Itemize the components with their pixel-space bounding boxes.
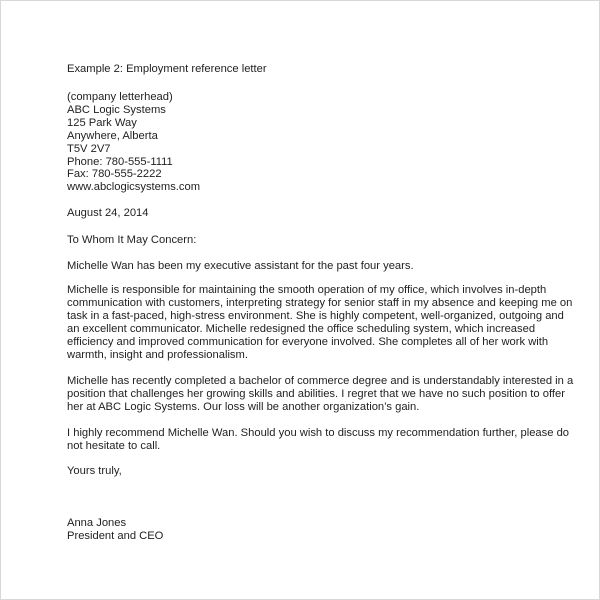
body-paragraph-recommendation: I highly recommend Michelle Wan. Should you wish to discuss my recommendation further, please do not hesitate to call. [67,427,570,452]
city-province: Anywhere, Alberta [67,129,158,142]
company-name: ABC Logic Systems [67,103,166,116]
signer-position: President and CEO [67,529,164,542]
body-paragraph-responsibilities: Michelle is responsible for maintaining the smooth operation of my office, which involves in-depth communication with customers, interpreting strategy for senior staff in my absence and keeping me on task in a fast-paced, high-stress environment. She is highly competent, well-organized, outgoing and an excellent communicator. Michelle redesigned the office scheduling system, which increased efficiency and improved communication for everyone involved. She completes all of her work with warmth, insight and professionalism. [67,284,573,361]
salutation: To Whom It May Concern: [67,234,197,246]
letter-title: Example 2: Employment reference letter [67,63,267,75]
phone-number: Phone: 780-555-1111 [67,155,173,168]
body-paragraph-intro: Michelle Wan has been my executive assistant for the past four years. [67,260,414,272]
letterhead-block [67,91,200,194]
letter-date: August 24, 2014 [67,207,149,219]
postal-code: T5V 2V7 [67,142,111,155]
signature-block [67,517,163,543]
complimentary-close: Yours truly, [67,465,122,477]
street-address: 125 Park Way [67,116,137,129]
fax-number: Fax: 780-555-2222 [67,168,162,181]
letterhead-note: (company letterhead) [67,91,173,103]
signer-name: Anna Jones [67,517,127,529]
website-url: www.abclogicsystems.com [67,181,201,194]
body-paragraph-degree: Michelle has recently completed a bachelor of commerce degree and is understandably interested in a position that challenges her growing skills and abilities. I regret that we have no such position to offer her at ABC Logic Systems. Our loss will be another organization’s gain. [67,375,574,413]
